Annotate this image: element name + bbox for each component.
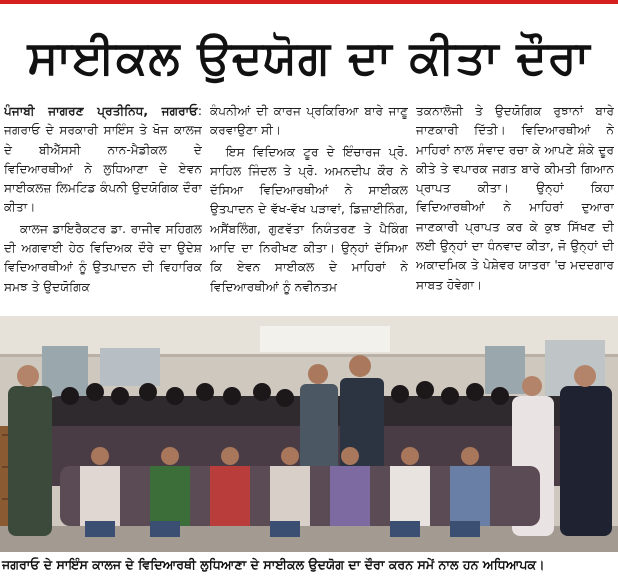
dateline: ਪੰਜਾਬੀ ਜਾਗਰਣ ਪ੍ਰਤੀਨਿਧ, ਜਗਰਾਓ: [4, 104, 198, 118]
article-paragraph: ਤਕਨਾਲੋਜੀ ਤੇ ਉਦਯੋਗਿਕ ਰੁਝਾਨਾਂ ਬਾਰੇ ਜਾਣਕਾਰੀ ਦਿੱਤੀ। ਵਿਦਿਆਰਥੀਆਂ ਨੇ ਮਾਹਿਰਾਂ ਨਾਲ ਸੰਵਾਦ ਰਚਾ ਕੇ ਆਪਣੇ ਸ਼ੰਕੇ ਦੂਰ ਕੀਤੇ ਤੇ ਵਪਾਰਕ ਜਗਤ ਬਾਰੇ ਕੀਮਤੀ ਗਿਆਨ ਪ੍ਰਾਪਤ ਕੀਤਾ। ਉਨ੍ਹਾਂ ਕਿਹਾ ਵਿਦਿਆਰਥੀਆਂ ਨੇ ਮਾਹਿਰਾਂ ਦੁਆਰਾ ਜਾਣਕਾਰੀ ਪ੍ਰਾਪਤ ਕਰ ਕੇ ਕੁਝ ਸਿੱਖਣ ਦੀ ਲਈ ਉਨ੍ਹਾਂ ਦਾ ਧੰਨਵਾਦ ਕੀਤਾ, ਜੋ ਉਨ੍ਹਾਂ ਦੀ ਅਕਾਦਮਿਕ ਤੇ ਪੇਸ਼ੇਵਰ ਯਾਤਰਾ 'ਚ ਮਦਦਗਾਰ ਸਾਬਤ ਹੋਵੇਗਾ।: [416, 104, 614, 292]
group-photo-illustration: [0, 316, 618, 552]
photo-caption: ਜਗਰਾਓ ਦੇ ਸਾਇੰਸ ਕਾਲਜ ਦੇ ਵਿਦਿਆਰਥੀ ਲੁਧਿਆਣਾ ਦੇ ਸਾਈਕਲ ਉਦਯੋਗ ਦਾ ਦੌਰਾ ਕਰਨ ਸਮੇਂ ਨਾਲ ਹਨ ਅਧਿਆਪਕ।: [2, 557, 545, 572]
column-1-text-1: : ਜਗਰਾਓ ਦੇ ਸਰਕਾਰੀ ਸਾਇੰਸ ਤੇ ਖੋਜ ਕਾਲਜ ਦੇ ਬੀਐੱਸਸੀ ਨਾਨ-ਮੈਡੀਕਲ ਦੇ ਵਿਦਿਆਰਥੀਆਂ ਨੇ ਲੁਧਿਆਣਾ ਦੇ ਏਵਨ ਸਾਈਕਲਜ਼ ਲਿਮਟਿਡ ਕੰਪਨੀ ਉਦਯੋਗਿਕ ਦੌਰਾ ਕੀਤਾ।: [4, 104, 202, 215]
article-paragraph: ਇਸ ਵਿਦਿਅਕ ਟੂਰ ਦੇ ਇੰਚਾਰਜ ਪ੍ਰੋ. ਸਾਹਿਲ ਜਿੰਦਲ ਤੇ ਪ੍ਰੋ. ਅਮਨਦੀਪ ਕੌਰ ਨੇ ਦੱਸਿਆ ਵਿਦਿਆਰਥੀਆਂ ਨੇ ਸਾਈਕਲ ਉਤਪਾਦਨ ਦੇ ਵੱਖ-ਵੱਖ ਪੜਾਵਾਂ, ਡਿਜ਼ਾਈਨਿੰਗ, ਅਸੈਂਬਲਿੰਗ, ਗੁਣਵੱਤਾ ਨਿਯੰਤਰਣ ਤੇ ਪੈਕਿੰਗ ਆਦਿ ਦਾ ਨਿਰੀਖਣ ਕੀਤਾ। ਉਨ੍ਹਾਂ ਦੱਸਿਆ ਕਿ ਏਵਨ ਸਾਈਕਲ ਦੇ ਮਾਹਿਰਾਂ ਨੇ ਵਿਦਿਆਰਥੀਆਂ ਨੂੰ ਨਵੀਨਤਮ: [210, 144, 408, 294]
top-accent-rule: [0, 0, 618, 4]
group-photo: [0, 316, 618, 552]
article-body: [4, 102, 614, 314]
headline: ਸਾਈਕਲ ਉਦਯੋਗ ਦਾ ਕੀਤਾ ਦੌਰਾ: [27, 30, 591, 84]
article-column-2: [210, 102, 408, 314]
article-column-3: [416, 102, 614, 314]
article-paragraph: ਕੰਪਨੀਆਂ ਦੀ ਕਾਰਜ ਪ੍ਰਕਿਰਿਆ ਬਾਰੇ ਜਾਣੂ ਕਰਵਾਉਣਾ ਸੀ।: [210, 104, 408, 138]
article-paragraph: ਕਾਲਜ ਡਾਇਰੈਕਟਰ ਡਾ. ਰਾਜੀਵ ਸਹਿਗਲ ਦੀ ਅਗਵਾਈ ਹੇਠ ਵਿਦਿਅਕ ਦੌਰੇ ਦਾ ਉਦੇਸ਼ ਵਿਦਿਆਰਥੀਆਂ ਨੂੰ ਉਤਪਾਦਨ ਦੀ ਵਿਹਾਰਿਕ ਸਮਝ ਤੇ ਉਦਯੋਗਿਕ: [4, 221, 202, 294]
article-column-1: [4, 102, 202, 314]
article-paragraph: [4, 102, 202, 218]
